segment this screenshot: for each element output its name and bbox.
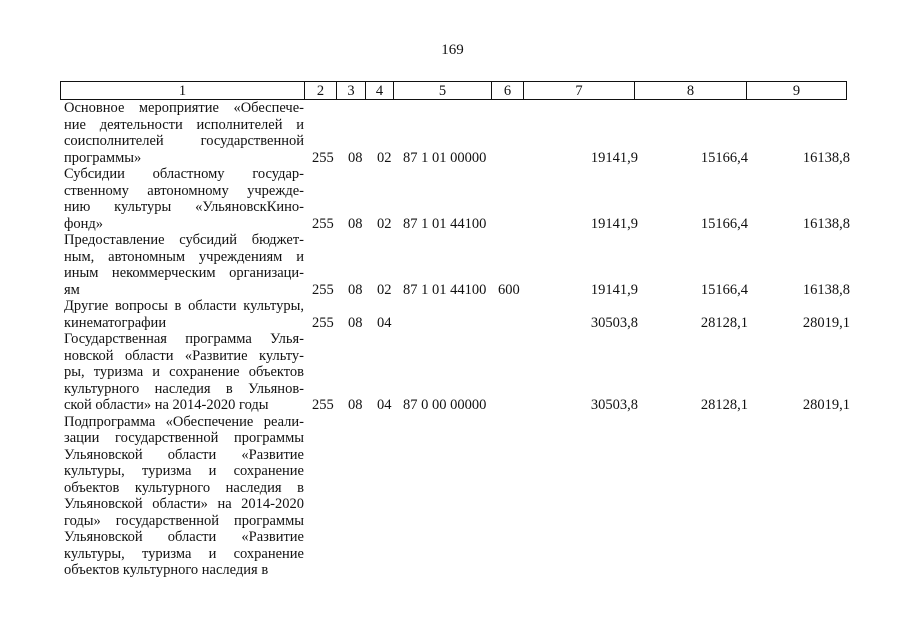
- column-header-3: 3: [337, 82, 366, 100]
- row-values: [312, 281, 852, 298]
- table-row: [64, 232, 854, 298]
- target-article-code: 87 1 01 44100: [403, 215, 487, 232]
- row-description: [64, 100, 304, 166]
- description-line: ным, автономным учреждениям и: [64, 248, 304, 265]
- description-line: ям: [64, 281, 80, 298]
- column-header-8: 8: [635, 82, 747, 100]
- table-row: [64, 414, 854, 579]
- amount-col-9: 28019,1: [802, 314, 850, 331]
- section-code: 08: [348, 397, 363, 413]
- amount-col-7: 19141,9: [590, 281, 638, 298]
- description-line: Подпрограмма «Обеспечение реали-: [64, 413, 304, 430]
- description-line: культуры, туризма и сохранение: [64, 545, 304, 562]
- admin-code: 255: [312, 215, 334, 232]
- amount-col-9: 16138,8: [802, 215, 850, 232]
- description-line: иным некоммерческим организаци-: [64, 265, 304, 281]
- section-code: 08: [348, 281, 363, 298]
- subsection-code: 02: [377, 215, 392, 232]
- row-description: [64, 298, 304, 331]
- description-line: ние деятельности исполнителей и: [64, 116, 304, 133]
- description-line: ры, туризма и сохранение объектов: [64, 364, 304, 380]
- subsection-code: 02: [377, 281, 392, 298]
- row-description: [64, 331, 304, 414]
- description-line: Основное мероприятие «Обеспече-: [64, 100, 304, 116]
- description-line: культурного наследия в Ульянов-: [64, 380, 304, 397]
- amount-col-9: 16138,8: [802, 149, 850, 166]
- expense-type-code: 600: [498, 281, 520, 298]
- description-line: новской области «Развитие культу-: [64, 347, 304, 364]
- table-row: [64, 166, 854, 232]
- amount-col-9: 16138,8: [802, 281, 850, 298]
- row-values: [312, 314, 852, 331]
- section-code: 08: [348, 149, 363, 166]
- row-values: [312, 149, 852, 166]
- description-line: годы» государственной программы: [64, 512, 304, 529]
- description-line: объектов культурного наследия в: [64, 562, 269, 578]
- target-article-code: 87 1 01 00000: [403, 149, 487, 166]
- column-header-table: [60, 81, 847, 100]
- table-row: [64, 100, 854, 166]
- amount-col-7: 19141,9: [590, 149, 638, 166]
- admin-code: 255: [312, 149, 334, 166]
- column-header-6: 6: [492, 82, 524, 100]
- column-header-1: 1: [61, 82, 305, 100]
- description-line: фонд»: [64, 215, 104, 232]
- amount-col-8: 15166,4: [700, 149, 748, 166]
- description-line: объектов культурного наследия в: [64, 479, 304, 496]
- target-article-code: 87 0 00 00000: [403, 397, 487, 413]
- subsection-code: 04: [377, 314, 392, 331]
- table-row: [64, 331, 854, 414]
- description-line: кинематографии: [64, 314, 167, 331]
- description-line: Ульяновской области «Развитие: [64, 446, 304, 463]
- column-header-2: 2: [305, 82, 337, 100]
- amount-col-8: 28128,1: [700, 314, 748, 331]
- amount-col-8: 28128,1: [700, 397, 748, 413]
- description-line: ской области» на 2014-2020 годы: [64, 397, 269, 413]
- table-row: [64, 298, 854, 331]
- column-header-4: 4: [366, 82, 394, 100]
- description-line: Субсидии областному государ-: [64, 166, 304, 182]
- description-line: культуры, туризма и сохранение: [64, 463, 304, 479]
- description-line: программы»: [64, 149, 142, 166]
- section-code: 08: [348, 314, 363, 331]
- description-line: Другие вопросы в области культуры,: [64, 298, 304, 314]
- admin-code: 255: [312, 314, 334, 331]
- row-description: [64, 232, 304, 298]
- section-code: 08: [348, 215, 363, 232]
- column-header-9: 9: [747, 82, 847, 100]
- target-article-code: 87 1 01 44100: [403, 281, 487, 298]
- description-line: нию культуры «УльяновскКино-: [64, 199, 304, 215]
- row-values: [312, 215, 852, 232]
- row-values: [312, 397, 852, 414]
- description-line: Ульяновской области» на 2014-2020: [64, 496, 304, 512]
- table-body: [64, 100, 854, 579]
- subsection-code: 02: [377, 149, 392, 166]
- description-line: Предоставление субсидий бюджет-: [64, 232, 304, 248]
- description-line: соисполнителей государственной: [64, 133, 304, 149]
- row-description: [64, 414, 304, 579]
- description-line: ственному автономному учрежде-: [64, 182, 304, 199]
- admin-code: 255: [312, 281, 334, 298]
- amount-col-9: 28019,1: [802, 397, 850, 413]
- amount-col-7: 30503,8: [590, 314, 638, 331]
- column-header-row: [61, 82, 847, 100]
- amount-col-8: 15166,4: [700, 281, 748, 298]
- row-values: [312, 562, 852, 579]
- description-line: Ульяновской области «Развитие: [64, 529, 304, 545]
- description-line: Государственная программа Улья-: [64, 331, 304, 347]
- page-number: 169: [441, 42, 464, 58]
- row-description: [64, 166, 304, 232]
- description-line: зации государственной программы: [64, 430, 304, 446]
- amount-col-8: 15166,4: [700, 215, 748, 232]
- amount-col-7: 19141,9: [590, 215, 638, 232]
- subsection-code: 04: [377, 397, 392, 413]
- column-header-7: 7: [524, 82, 635, 100]
- admin-code: 255: [312, 397, 334, 413]
- column-header-5: 5: [394, 82, 492, 100]
- amount-col-7: 30503,8: [590, 397, 638, 413]
